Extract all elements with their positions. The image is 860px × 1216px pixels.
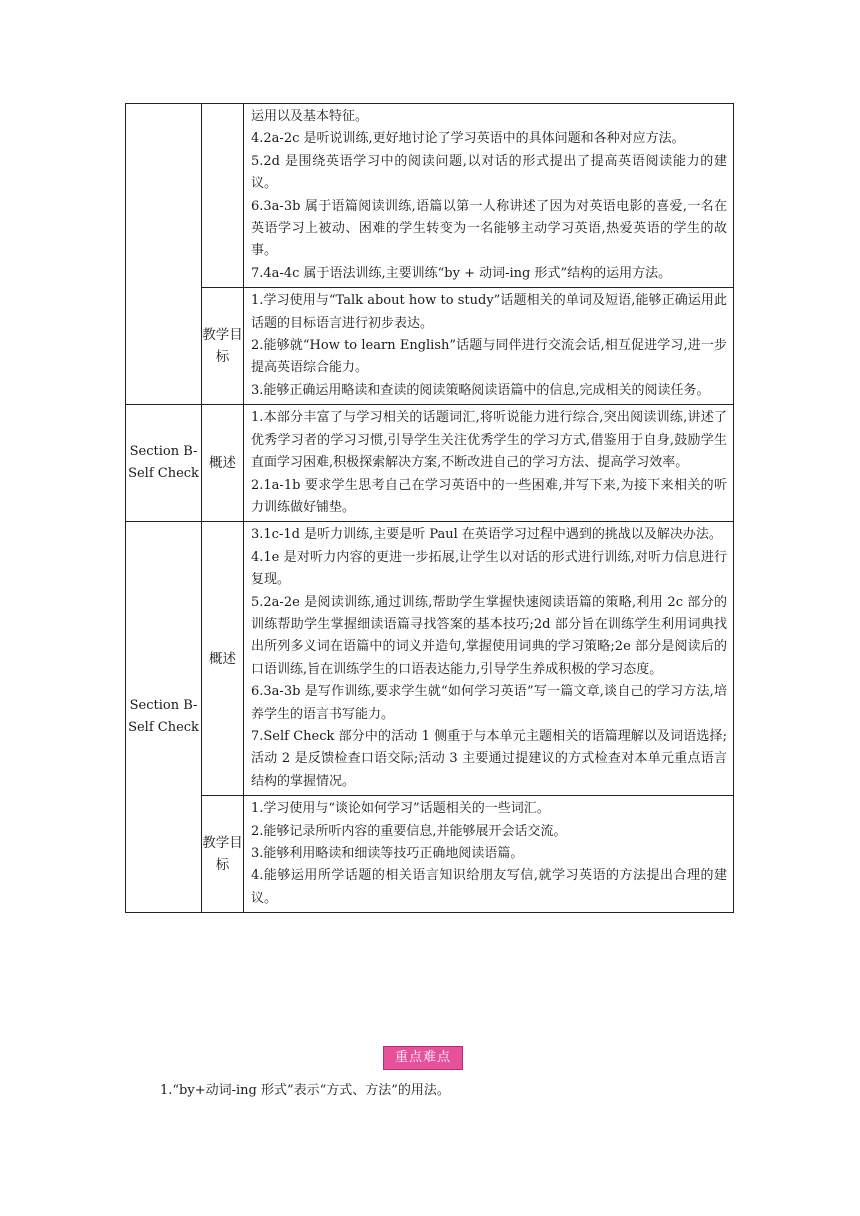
table-row (126, 405, 734, 522)
content-paragraph: 3.1c-1d 是听力训练,主要是听 Paul 在英语学习过程中遇到的挑战以及解决办法。 (251, 527, 722, 543)
table-row (126, 796, 734, 913)
content-paragraph: 4.1e 是对听力内容的更进一步拓展,让学生以对话的形式进行训练,对听力信息进行复现。 (251, 549, 727, 588)
row-label: 概述 (202, 522, 244, 796)
section-label: Section B-Self Check (126, 522, 202, 913)
content-paragraph: 2.能够记录所听内容的重要信息,并能够展开会话交流。 (251, 823, 567, 839)
content-paragraph: 3.能够正确运用略读和查读的阅读策略阅读语篇中的信息,完成相关的阅读任务。 (251, 382, 710, 398)
content-paragraph: 6.3a-3b 是写作训练,要求学生就“如何学习英语”写一篇文章,谈自己的学习方法,培养学生的语言书写能力。 (251, 684, 727, 722)
content-paragraph: 5.2d 是围绕英语学习中的阅读问题,以对话的形式提出了提高英语阅读能力的建议。 (251, 153, 727, 192)
content-cell (244, 522, 734, 796)
key-point-item: 1.“by+动词-ing 形式”表示“方式、方法”的用法。 (160, 1083, 450, 1098)
content-paragraph: 5.2a-2e 是阅读训练,通过训练,帮助学生掌握快速阅读语篇的策略,利用 2c 部分的训练帮助学生掌握细读语篇寻找答案的基本技巧;2d 部分旨在训练学生利用词典找出所列多义词在语篇中的词义并造句,掌握使用词典的学习策略;2e 部分是阅读后的口语训练,旨在训练学生的口语表达能力,引导学生养成积极的学习态度。 (251, 594, 727, 677)
content-cell (244, 405, 734, 522)
content-cell (244, 288, 734, 405)
lesson-table (125, 103, 734, 913)
section-label: Section B-Self Check (126, 405, 202, 522)
row-label: 教学目标 (202, 288, 244, 405)
content-paragraph: 4.能够运用所学话题的相关语言知识给朋友写信,就学习英语的方法提出合理的建议。 (251, 868, 727, 906)
content-paragraph: 1.学习使用与“谈论如何学习”话题相关的一些词汇。 (251, 801, 550, 817)
content-paragraph: 2.能够就“How to learn English”话题与同伴进行交流会话,相互促进学习,进一步提高英语综合能力。 (251, 338, 727, 376)
content-cell (244, 104, 734, 288)
row-label: 教学目标 (202, 796, 244, 913)
table-row (126, 522, 734, 796)
row-label: 概述 (202, 405, 244, 522)
table-row (126, 104, 734, 288)
content-paragraph: 2.1a-1b 要求学生思考自己在学习英语中的一些困难,并写下来,为接下来相关的听力训练做好铺垫。 (251, 477, 727, 515)
content-paragraph: 1.本部分丰富了与学习相关的话题词汇,将听说能力进行综合,突出阅读训练,讲述了优秀学习者的学习习惯,引导学生关注优秀学生的学习方式,借鉴用于自身,鼓励学生直面学习困难,积极探索解决方案,不断改进自己的学习方法、提高学习效率。 (251, 410, 727, 471)
content-paragraph: 运用以及基本特征。 (251, 109, 369, 124)
content-cell (244, 796, 734, 913)
content-paragraph: 4.2a-2c 是听说训练,更好地讨论了学习英语中的具体问题和各种对应方法。 (251, 131, 685, 147)
content-paragraph: 3.能够利用略读和细读等技巧正确地阅读语篇。 (251, 846, 524, 861)
table-row (126, 288, 734, 405)
content-paragraph: 6.3a-3b 属于语篇阅读训练,语篇以第一人称讲述了因为对英语电影的喜爱,一名在英语学习上被动、困难的学生转变为一名能够主动学习英语,热爱英语的学生的故事。 (251, 198, 727, 259)
key-points-badge: 重点难点 (383, 1046, 463, 1070)
content-paragraph: 7.Self Check 部分中的活动 1 侧重于与本单元主题相关的语篇理解以及词语选择;活动 2 是反馈检查口语交际;活动 3 主要通过提建议的方式检查对本单元重点语言结构的掌握情况。 (251, 728, 727, 789)
label-cell-empty (202, 104, 244, 288)
section-cell-empty (126, 104, 202, 405)
content-paragraph: 1.学习使用与“Talk about how to study”话题相关的单词及短语,能够正确运用此话题的目标语言进行初步表达。 (251, 293, 727, 331)
content-paragraph: 7.4a-4c 属于语法训练,主要训练“by + 动词-ing 形式”结构的运用方法。 (251, 265, 672, 281)
